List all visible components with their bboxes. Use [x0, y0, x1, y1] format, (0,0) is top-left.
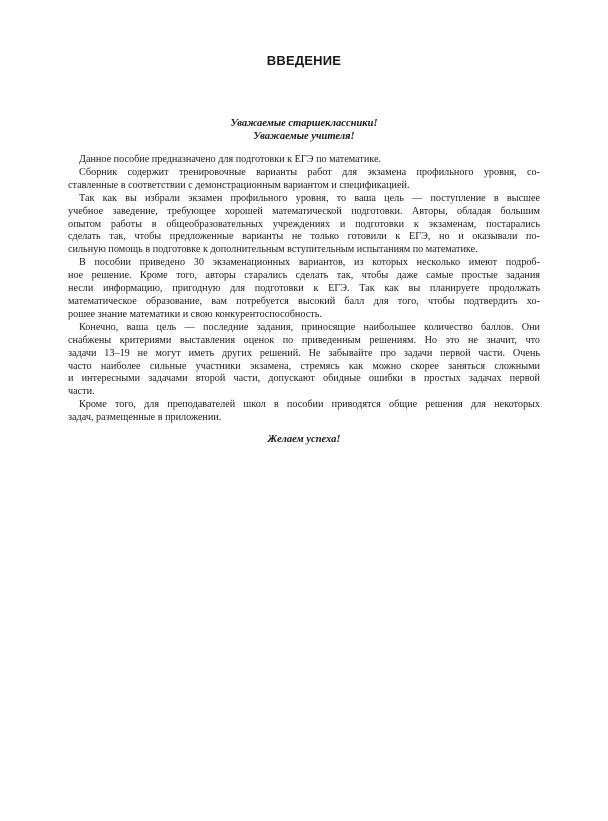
text-line: задач, размещенные в приложении.: [68, 412, 222, 424]
text-line: математическое образование, вам потребуется высокий балл для того, чтобы подтвердить хо-: [68, 295, 540, 307]
text-line: и интересными задачами второй части, допускают обидные ошибки в простых задачах первой: [68, 373, 540, 385]
page-title: ВВЕДЕНИЕ: [266, 53, 342, 68]
text-line: задачи 13–19 не могут иметь других решений. Не забывайте про задачи первой части. Очень: [68, 347, 540, 359]
paragraph: [68, 399, 540, 425]
text-line: снабжены критериями выставления оценок по приведенным решениям. Но это не значит, что: [68, 334, 540, 346]
text-line: Кроме того, для преподавателей школ в пособии приводятся общие решения для некоторых: [79, 399, 540, 411]
text-line: ставленные в соответствии с демонстрационным вариантом и спецификацией.: [68, 179, 410, 191]
text-line: часто наиболее сильные участники экзамена, стремясь как можно скорее заняться сложными: [68, 360, 540, 372]
text-line: несли информацию, пригодную для подготовки к ЕГЭ. Так как вы планируете продолжать: [68, 283, 540, 295]
text-line: рошее знание математики и свою конкурентоспособность.: [68, 308, 322, 320]
text-line: Конечно, ваша цель — последние задания, приносящие наибольшее количество баллов. Они: [79, 321, 540, 333]
text-line: Сборник содержит тренировочные варианты работ для экзамена профильного уровня, со-: [79, 166, 540, 178]
greeting-line-students: Уважаемые старшеклассники!: [230, 118, 378, 129]
closing-wish: Желаем успеха!: [267, 434, 341, 445]
text-line: ное решение. Кроме того, авторы старались сделать так, чтобы даже самые простые задания: [68, 270, 540, 282]
paragraph: [68, 154, 540, 167]
paragraph: [68, 322, 540, 399]
text-line: Так как вы избрали экзамен профильного уровня, то ваша цель — поступление в высшее: [79, 192, 540, 204]
paragraph: [68, 167, 540, 193]
greeting-line-teachers: Уважаемые учителя!: [253, 131, 355, 142]
greeting: [68, 117, 540, 143]
paragraph: [68, 193, 540, 258]
paragraph: [68, 257, 540, 322]
text-line: сделать так, чтобы предложенные варианты не только готовили к ЕГЭ, но и оказывали по-: [68, 231, 540, 243]
text-line: Данное пособие предназначено для подготовки к ЕГЭ по математике.: [79, 154, 382, 165]
text-line: опытом работы в общеобразовательных учреждениях и подготовки к экзаменам, постарались: [68, 218, 540, 230]
text-line: сильную помощь в подготовке к дополнительным вступительным испытаниям по математике.: [68, 244, 478, 256]
text-line: учебное заведение, требующее хорошей математической подготовки. Авторы, обладая большим: [68, 205, 540, 217]
body-text: [68, 154, 540, 425]
text-line: В пособии приведено 30 экзаменационных вариантов, из которых несколько имеют подроб-: [79, 257, 540, 269]
text-line: части.: [68, 386, 95, 398]
